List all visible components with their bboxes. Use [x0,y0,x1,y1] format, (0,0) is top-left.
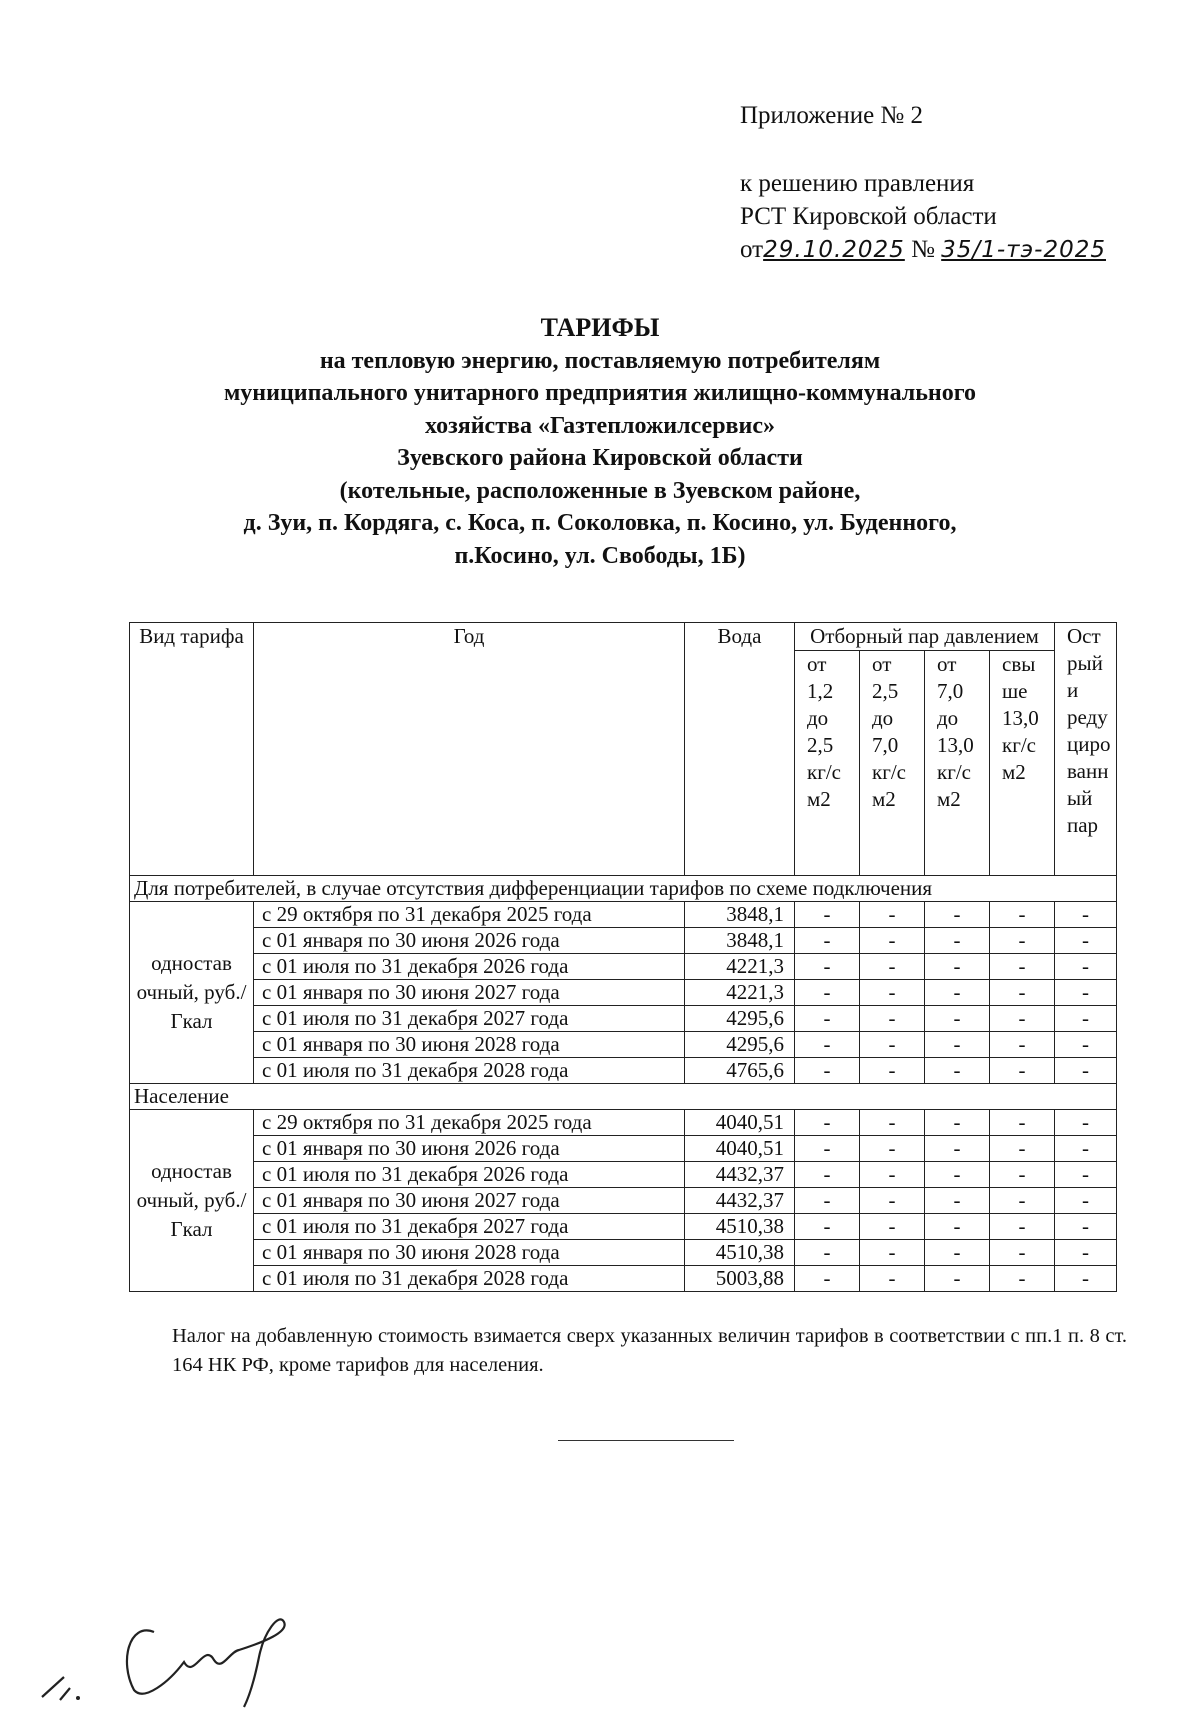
table-row [130,1188,1117,1214]
table-row [130,1032,1117,1058]
water-tariff-cell: 4295,6 [685,1032,795,1058]
pressure-4-cell: - [990,1006,1055,1032]
header-kind: Вид тарифа [130,623,254,876]
period-cell: с 01 января по 30 июня 2028 года [254,1240,685,1266]
decision-date: 29.10.2025 [763,237,905,263]
pressure-3-cell: - [925,954,990,980]
table-row [130,1266,1117,1292]
pressure-1-cell: - [795,1058,860,1084]
pressure-1-cell: - [795,1162,860,1188]
table-body [130,876,1117,1292]
pressure-1-cell: - [795,954,860,980]
header-year: Год [254,623,685,876]
pressure-1-cell: - [795,1240,860,1266]
appendix-line-2: РСТ Кировской области [740,203,997,230]
heading-line: на тепловую энергию, поставляемую потребителям [319,347,881,374]
sharp-steam-cell: - [1055,1240,1117,1266]
pressure-1-cell: - [795,1188,860,1214]
water-tariff-cell: 5003,88 [685,1266,795,1292]
section-title: Для потребителей, в случае отсутствия дифференциации тарифов по схеме подключения [130,876,1117,902]
period-cell: с 01 июля по 31 декабря 2026 года [254,1162,685,1188]
pressure-4-cell: - [990,928,1055,954]
pressure-1-cell: - [795,1214,860,1240]
pressure-2-cell: - [860,1266,925,1292]
water-tariff-cell: 4510,38 [685,1240,795,1266]
pressure-1-cell: - [795,1006,860,1032]
pressure-2-cell: - [860,1006,925,1032]
pressure-3-cell: - [925,1006,990,1032]
pressure-1-cell: - [795,1032,860,1058]
pressure-3-cell: - [925,1162,990,1188]
pressure-4-cell: - [990,1162,1055,1188]
pressure-2-cell: - [860,1110,925,1136]
sharp-steam-cell: - [1055,1136,1117,1162]
pressure-2-cell: - [860,928,925,954]
tax-note: Налог на добавленную стоимость взимается сверх указанных величин тарифов в соответствии с пп.1 п. 8 ст. 164 НК РФ, кроме тарифов для населения. [172,1325,1127,1376]
tariff-kind: одностав очный, руб./Гкал [130,1110,254,1292]
pressure-4-cell: - [990,1110,1055,1136]
pressure-4-cell: - [990,1266,1055,1292]
period-cell: с 01 января по 30 июня 2026 года [254,928,685,954]
table-header-row [130,623,1117,651]
pressure-4-cell: - [990,1032,1055,1058]
pressure-1-cell: - [795,1136,860,1162]
tariff-kind: одностав очный, руб./Гкал [130,902,254,1084]
header-pressure-2: от 2,5 до 7,0 кг/с м2 [860,651,925,876]
sharp-steam-cell: - [1055,1266,1117,1292]
table-row [130,1162,1117,1188]
pressure-4-cell: - [990,1188,1055,1214]
document-title: ТАРИФЫ [540,313,660,342]
pressure-2-cell: - [860,1162,925,1188]
pressure-2-cell: - [860,954,925,980]
number-prefix: № [911,236,935,263]
pressure-3-cell: - [925,928,990,954]
table-row [130,902,1117,928]
sharp-steam-cell: - [1055,928,1117,954]
pressure-4-cell: - [990,1240,1055,1266]
table-row [130,1006,1117,1032]
table-row [130,1058,1117,1084]
pressure-3-cell: - [925,1266,990,1292]
period-cell: с 01 января по 30 июня 2028 года [254,1032,685,1058]
water-tariff-cell: 4432,37 [685,1162,795,1188]
date-prefix: от [740,236,764,263]
header-pressure-1: от 1,2 до 2,5 кг/с м2 [795,651,860,876]
pressure-1-cell: - [795,1266,860,1292]
pressure-3-cell: - [925,1110,990,1136]
document-heading [100,312,1100,572]
sharp-steam-cell: - [1055,1214,1117,1240]
pressure-4-cell: - [990,1136,1055,1162]
water-tariff-cell: 4432,37 [685,1188,795,1214]
tariff-table [129,622,1117,1292]
water-tariff-cell: 4221,3 [685,980,795,1006]
pressure-4-cell: - [990,1214,1055,1240]
period-cell: с 29 октября по 31 декабря 2025 года [254,1110,685,1136]
section-row [130,1084,1117,1110]
sharp-steam-cell: - [1055,980,1117,1006]
pressure-4-cell: - [990,1058,1055,1084]
header-pressure-3: от 7,0 до 13,0 кг/с м2 [925,651,990,876]
table-row [130,980,1117,1006]
period-cell: с 01 июля по 31 декабря 2027 года [254,1006,685,1032]
period-cell: с 01 июля по 31 декабря 2028 года [254,1266,685,1292]
period-cell: с 01 января по 30 июня 2027 года [254,1188,685,1214]
appendix-date-line [740,234,1106,266]
header-sharp-steam: Ост рый и реду циро ванн ый пар [1055,623,1117,876]
pressure-4-cell: - [990,902,1055,928]
period-cell: с 01 июля по 31 декабря 2027 года [254,1214,685,1240]
pressure-3-cell: - [925,1032,990,1058]
heading-line: муниципального унитарного предприятия жилищно-коммунального [223,380,977,406]
pressure-1-cell: - [795,980,860,1006]
heading-line: (котельные, расположенные в Зуевском районе, [339,477,861,504]
sharp-steam-cell: - [1055,954,1117,980]
pressure-2-cell: - [860,1058,925,1084]
table-row [130,1214,1117,1240]
pressure-3-cell: - [925,1058,990,1084]
pressure-2-cell: - [860,1032,925,1058]
header-pressure-4: свы ше 13,0 кг/с м2 [990,651,1055,876]
water-tariff-cell: 4510,38 [685,1214,795,1240]
pressure-1-cell: - [795,902,860,928]
pressure-2-cell: - [860,980,925,1006]
pressure-2-cell: - [860,1188,925,1214]
signature [34,1602,294,1717]
sharp-steam-cell: - [1055,902,1117,928]
header-water: Вода [685,623,795,876]
water-tariff-cell: 3848,1 [685,902,795,928]
appendix-title: Приложение № 2 [740,102,924,129]
pressure-1-cell: - [795,928,860,954]
period-cell: с 29 октября по 31 декабря 2025 года [254,902,685,928]
pressure-4-cell: - [990,980,1055,1006]
signature-icon [34,1602,294,1712]
sharp-steam-cell: - [1055,1058,1117,1084]
period-cell: с 01 июля по 31 декабря 2026 года [254,954,685,980]
table-row [130,1110,1117,1136]
pressure-2-cell: - [860,1214,925,1240]
table-row [130,954,1117,980]
pressure-1-cell: - [795,1110,860,1136]
pressure-3-cell: - [925,1214,990,1240]
period-cell: с 01 января по 30 июня 2026 года [254,1136,685,1162]
sharp-steam-cell: - [1055,1162,1117,1188]
heading-line: д. Зуи, п. Кордяга, с. Коса, п. Соколовка, п. Косино, ул. Буденного, [243,510,957,536]
separator-line [558,1440,734,1441]
decision-number: 35/1-тэ-2025 [941,237,1106,263]
pressure-4-cell: - [990,954,1055,980]
pressure-3-cell: - [925,980,990,1006]
water-tariff-cell: 3848,1 [685,928,795,954]
table-row [130,1136,1117,1162]
pressure-2-cell: - [860,1136,925,1162]
sharp-steam-cell: - [1055,1188,1117,1214]
water-tariff-cell: 4295,6 [685,1006,795,1032]
sharp-steam-cell: - [1055,1110,1117,1136]
table-row [130,1240,1117,1266]
water-tariff-cell: 4221,3 [685,954,795,980]
water-tariff-cell: 4765,6 [685,1058,795,1084]
pressure-3-cell: - [925,1240,990,1266]
table-row [130,928,1117,954]
period-cell: с 01 июля по 31 декабря 2028 года [254,1058,685,1084]
pressure-2-cell: - [860,1240,925,1266]
water-tariff-cell: 4040,51 [685,1136,795,1162]
appendix-line-1: к решению правления [740,170,975,197]
sharp-steam-cell: - [1055,1006,1117,1032]
pressure-2-cell: - [860,902,925,928]
heading-line: п.Косино, ул. Свободы, 1Б) [454,542,746,569]
water-tariff-cell: 4040,51 [685,1110,795,1136]
header-steam-group: Отборный пар давлением [795,623,1055,651]
period-cell: с 01 января по 30 июня 2027 года [254,980,685,1006]
pressure-3-cell: - [925,1188,990,1214]
pressure-3-cell: - [925,902,990,928]
pressure-3-cell: - [925,1136,990,1162]
heading-line: хозяйства «Газтепложилсервис» [425,412,775,439]
sharp-steam-cell: - [1055,1032,1117,1058]
section-row [130,876,1117,902]
section-title: Население [130,1084,1117,1110]
heading-line: Зуевского района Кировской области [397,445,803,471]
